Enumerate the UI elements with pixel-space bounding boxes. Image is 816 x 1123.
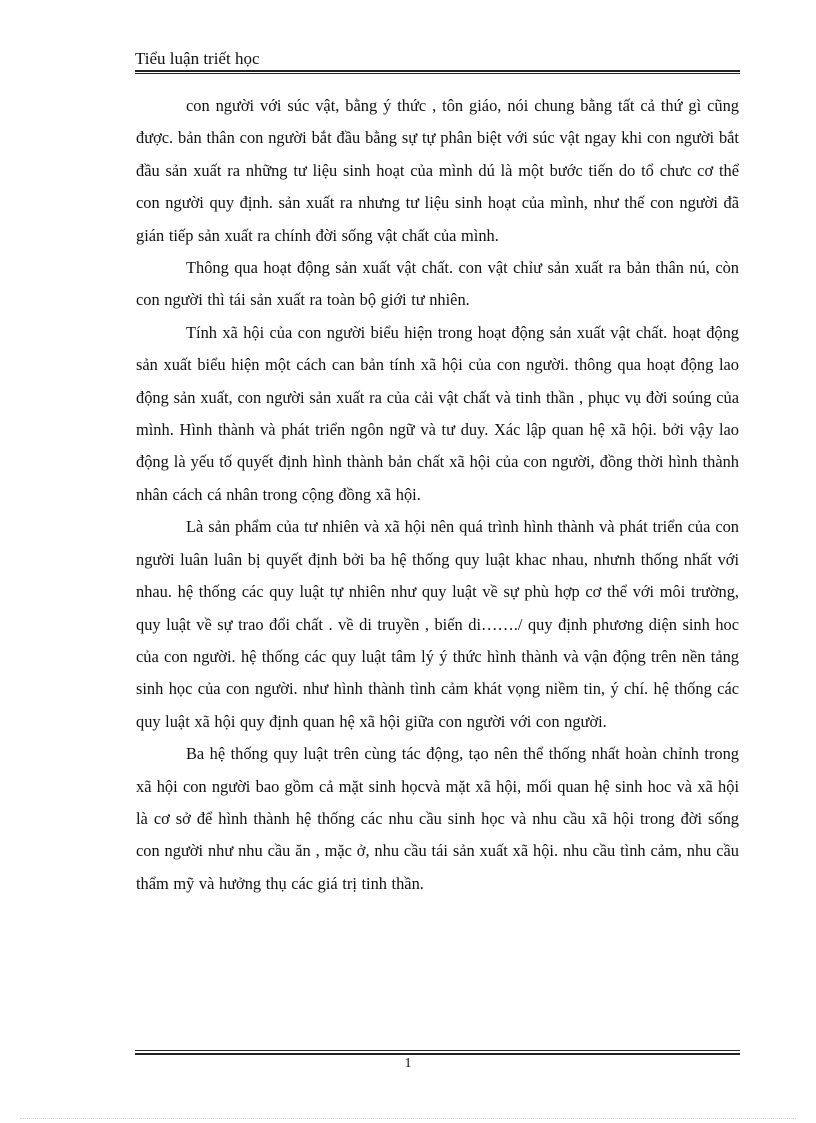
paragraph-2: Thông qua hoạt động sản xuất vật chất. con vật chỉư sản xuất ra bản thân nú, còn con người thì tái sản xuất ra toàn bộ giới tư nhiên. bbox=[136, 258, 739, 310]
header-rule bbox=[135, 70, 740, 74]
document-body bbox=[136, 90, 739, 900]
page-number: 1 bbox=[404, 1056, 412, 1071]
running-header-title: Tiểu luận triết học bbox=[135, 49, 260, 68]
paragraph-1: con người với súc vật, bằng ý thức , tôn giáo, nói chung bằng tất cả thứ gì cũng được. bản thân con người bắt đầu bằng sự tự phân biệt với súc vật ngay khi con người bắt đầu sản xuất ra những tư liệu sinh hoạt của mình dú là một bước tiến do tổ chưc cơ thể con người quy định. sản xuất ra nhưng tư liệu sinh hoạt của mình, như thế con người đã gián tiếp sản xuất ra chính đời sống vật chất của mình. bbox=[136, 96, 739, 245]
paragraph-5: Ba hệ thống quy luật trên cùng tác động, tạo nên thể thống nhất hoàn chỉnh trong xã hội con người bao gồm cả mặt sinh họcvà mặt xã hội, mối quan hệ sinh hoc và xã hội là cơ sở để hình thành hệ thống các nhu cầu sinh học và nhu cầu xã hội trong đời sống con người như nhu cầu ăn , mặc ở, nhu cầu tái sản xuất xã hội. nhu cầu tình cảm, nhu cầu thẩm mỹ và hưởng thụ các giá trị tinh thần. bbox=[136, 744, 739, 893]
paragraph-4: Là sản phẩm của tư nhiên và xã hội nên quá trình hình thành và phát triển của con người luân luân bị quyết định bởi ba hệ thống quy luật khac nhau, nhưnh thống nhất với nhau. hệ thống các quy luật tự nhiên như quy luật về sự phù hợp cơ thể với môi trường, quy luật về sự trao đổi chất . về di truyền , biến di……./ quy định phương diện sinh hoc của con người. hệ thống các quy luật tâm lý ý thức hình thành và vận động trên nền tảng sinh học của con người. như hình thành tình cảm khát vọng niềm tin, ý chí. hệ thống các quy luật xã hội quy định quan hệ xã hội giữa con người với con người. bbox=[136, 517, 739, 731]
paragraph-3: Tính xã hội của con người biểu hiện trong hoạt động sản xuất vật chất. hoạt động sản xuất biểu hiện một cách can bản tính xã hội của con người. thông qua hoạt động lao động sản xuất, con người sản xuất ra của cải vật chất và tinh thần , phục vụ đời soúng của mình. Hình thành và phát triển ngôn ngữ và tư duy. Xác lập quan hệ xã hội. bởi vậy lao động là yếu tố quyết định hình thành bản chất xã hội của con người, đồng thời hình thành nhân cách cá nhân trong cộng đồng xã hội. bbox=[136, 322, 739, 504]
page-edge-divider bbox=[20, 1118, 796, 1119]
